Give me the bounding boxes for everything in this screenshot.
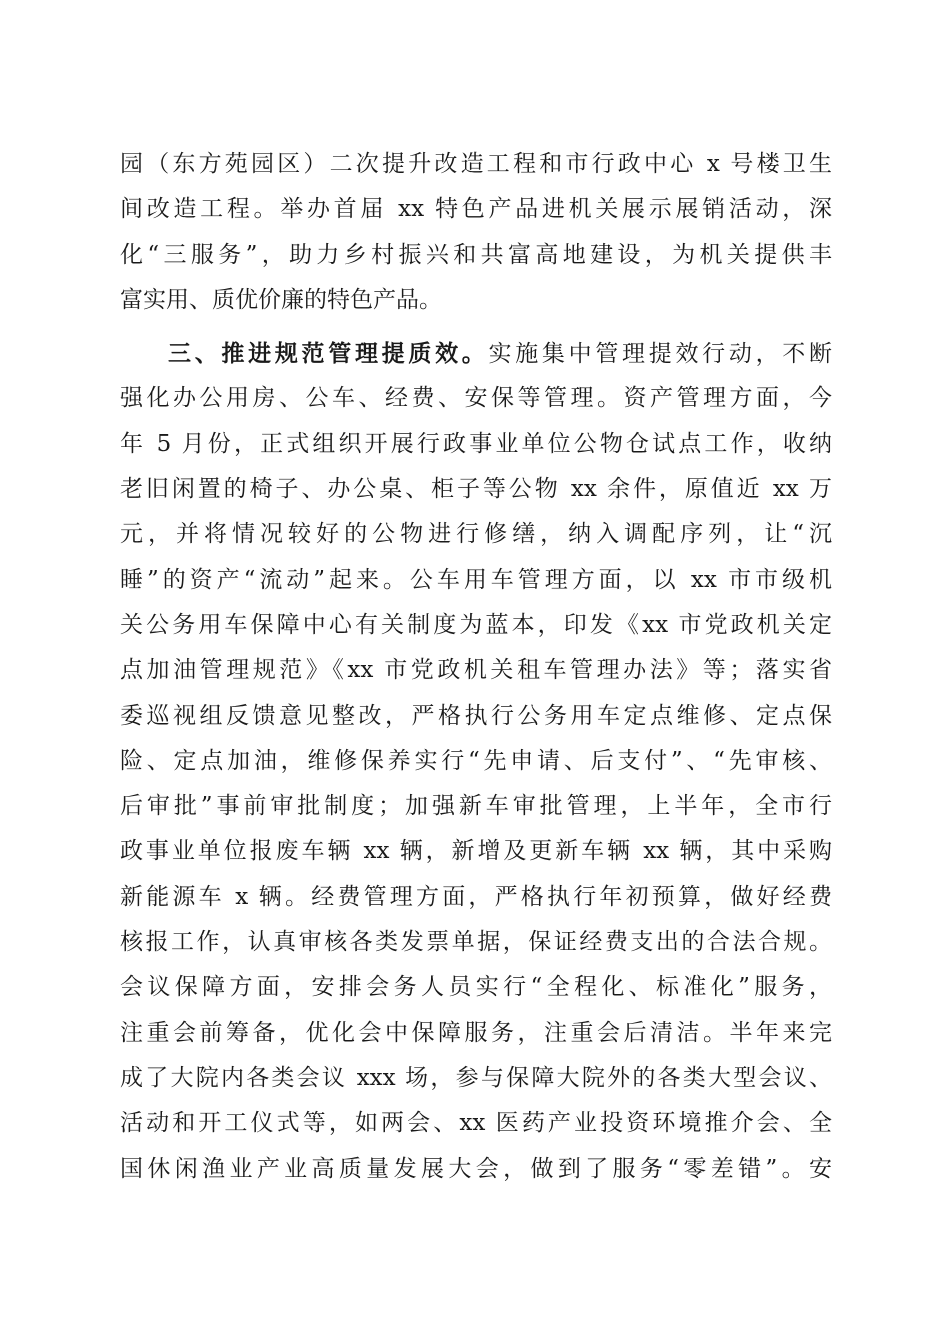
text-line: 强化办公用房、公车、经费、安保等管理。资产管理方面，今: [120, 385, 832, 412]
text-line: 注重会前筹备，优化会中保障服务，注重会后清洁。半年来完: [120, 1019, 832, 1046]
paragraph-2: [120, 331, 832, 1192]
body-text: [120, 142, 832, 1192]
text-line: 化“三服务”，助力乡村振兴和共富高地建设，为机关提供丰: [120, 241, 832, 268]
text-line: 关公务用车保障中心有关制度为蓝本，印发《xx 市党政机关定: [120, 611, 832, 638]
section-heading: 三、推进规范管理提质效。: [168, 340, 489, 368]
text-line: [120, 331, 832, 376]
text-line: 老旧闲置的椅子、办公桌、柜子等公物 xx 余件，原值近 xx 万: [120, 476, 832, 503]
text-line: 新能源车 x 辆。经费管理方面，严格执行年初预算，做好经费: [120, 883, 832, 910]
text-line: 委巡视组反馈意见整改，严格执行公务用车定点维修、定点保: [120, 702, 832, 729]
text-line: 险、定点加油，维修保养实行“先申请、后支付”、“先审核、: [120, 747, 832, 774]
text-line: 年 5 月份，正式组织开展行政事业单位公物仓试点工作，收纳: [120, 430, 832, 457]
text-line: 会议保障方面，安排会务人员实行“全程化、标准化”服务，: [120, 974, 832, 1001]
paragraph-gap: [120, 323, 832, 331]
text-line: 政事业单位报废车辆 xx 辆，新增及更新车辆 xx 辆，其中采购: [120, 838, 832, 865]
text-line: 元，并将情况较好的公物进行修缮，纳入调配序列，让“沉: [120, 521, 832, 548]
text-line: 活动和开工仪式等，如两会、xx 医药产业投资环境推介会、全: [120, 1110, 832, 1137]
text-line: 成了大院内各类会议 xxx 场，参与保障大院外的各类大型会议、: [120, 1064, 832, 1091]
paragraph-1: [120, 142, 832, 323]
text-line: 园（东方苑园区）二次提升改造工程和市行政中心 x 号楼卫生: [120, 151, 832, 177]
text-line: 间改造工程。举办首届 xx 特色产品进机关展示展销活动，深: [120, 196, 832, 223]
text-line: 国休闲渔业产业高质量发展大会，做到了服务“零差错”。安: [120, 1155, 832, 1182]
heading-line-rest: 实施集中管理提效行动，不断: [488, 341, 833, 368]
text-line: 核报工作，认真审核各类发票单据，保证经费支出的合法合规。: [120, 929, 832, 956]
text-line: 富实用、质优价廉的特色产品。: [120, 286, 442, 313]
text-line: 后审批”事前审批制度；加强新车审批管理，上半年，全市行: [120, 793, 832, 820]
text-line: 睡”的资产“流动”起来。公车用车管理方面，以 xx 市市级机: [120, 566, 832, 593]
text-line: 点加油管理规范》《xx 市党政机关租车管理办法》等；落实省: [120, 657, 832, 684]
